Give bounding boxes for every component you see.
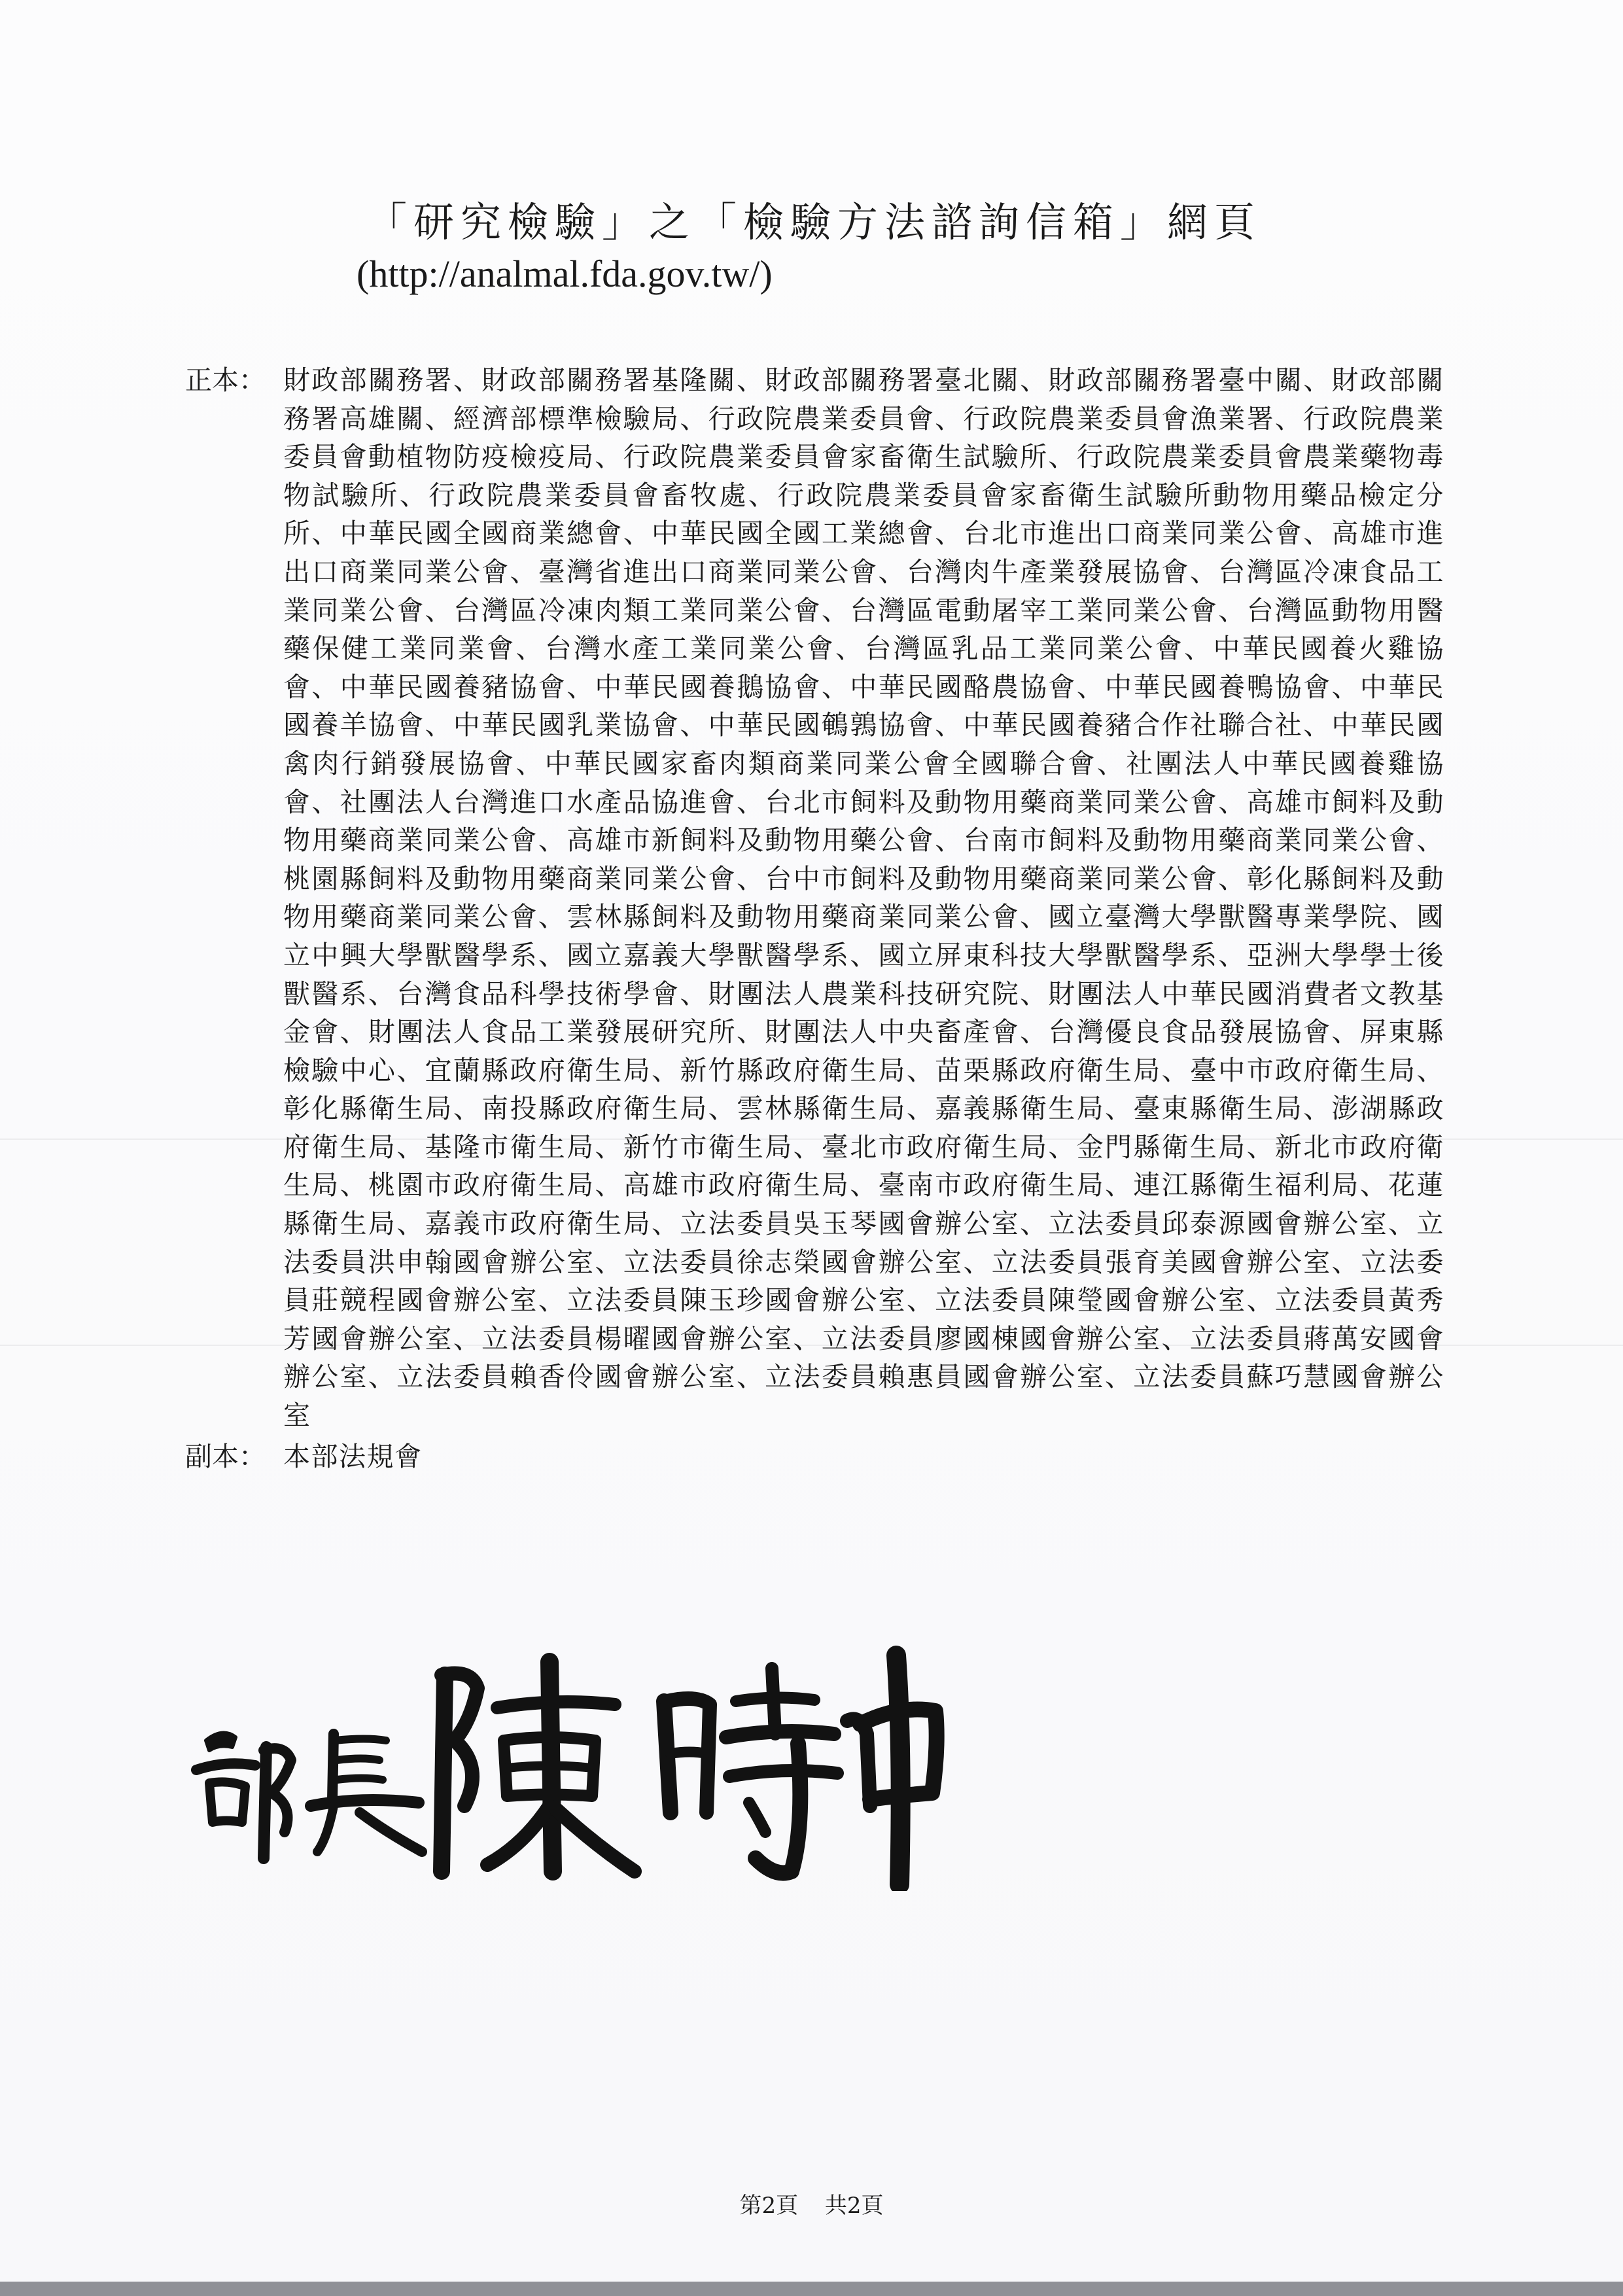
cc-recipients-label: 副本： — [185, 1440, 266, 1472]
document-heading-url: (http://analmal.fda.gov.tw/) — [357, 253, 773, 295]
minister-signature-seal — [186, 1642, 945, 1891]
document-heading-title: 「研究檢驗」之「檢驗方法諮詢信箱」網頁 — [366, 198, 1262, 246]
signature-image — [186, 1642, 945, 1891]
main-recipients-list: 財政部關務署、財政部關務署基隆關、財政部關務署臺北關、財政部關務署臺中關、財政部關務署高雄關、經濟部標準檢驗局、行政院農業委員會、行政院農業委員會漁業署、行政院農業委員會動植物防疫檢疫局、行政院農業委員會家畜衛生試驗所、行政院農業委員會農業藥物毒物試驗所、行政院農業委員會畜牧處、行政院農業委員會家畜衛生試驗所動物用藥品檢定分所、中華民國全國商業總會、中華民國全國工業總會、台北市進出口商業同業公會、高雄市進出口商業同業公會、臺灣省進出口商業同業公會、台灣肉牛產業發展協會、台灣區冷凍食品工業同業公會、台灣區冷凍肉類工業同業公會、台灣區電動屠宰工業同業公會、台灣區動物用醫藥保健工業同業會、台灣水產工業同業公會、台灣區乳品工業同業公會、中華民國養火雞協會、中華民國養豬協會、中華民國養鵝協會、中華民國酪農協會、中華民國養鴨協會、中華民國養羊協會、中華民國乳業協會、中華民國鵪鶉協會、中華民國養豬合作社聯合社、中華民國禽肉行銷發展協會、中華民國家畜肉類商業同業公會全國聯合會、社團法人中華民國養雞協會、社團法人台灣進口水產品協進會、台北市飼料及動物用藥商業同業公會、高雄市飼料及動物用藥商業同業公會、高雄市新飼料及動物用藥公會、台南市飼料及動物用藥商業同業公會、桃園縣飼料及動物用藥商業同業公會、台中市飼料及動物用藥商業同業公會、彰化縣飼料及動物用藥商業同業公會、雲林縣飼料及動物用藥商業同業公會、國立臺灣大學獸醫專業學院、國立中興大學獸醫學系、國立嘉義大學獸醫學系、國立屏東科技大學獸醫學系、亞洲大學學士後獸醫系、台灣食品科學技術學會、財團法人農業科技研究院、財團法人中華民國消費者文教基金會、財團法人食品工業發展研究所、財團法人中央畜產會、台灣優良食品發展協會、屏東縣檢驗中心、宜蘭縣政府衛生局、新竹縣政府衛生局、苗栗縣政府衛生局、臺中市政府衛生局、彰化縣衛生局、南投縣政府衛生局、雲林縣衛生局、嘉義縣衛生局、臺東縣衛生局、澎湖縣政府衛生局、基隆市衛生局、新竹市衛生局、臺北市政府衛生局、金門縣衛生局、新北市政府衛生局、桃園市政府衛生局、高雄市政府衛生局、臺南市政府衛生局、連江縣衛生福利局、花蓮縣衛生局、嘉義市政府衛生局、立法委員吳玉琴國會辦公室、立法委員邱泰源國會辦公室、立法委員洪申翰國會辦公室、立法委員徐志榮國會辦公室、立法委員張育美國會辦公室、立法委員莊競程國會辦公室、立法委員陳玉珍國會辦公室、立法委員陳瑩國會辦公室、立法委員黃秀芳國會辦公室、立法委員楊曜國會辦公室、立法委員廖國棟國會辦公室、立法委員蔣萬安國會辦公室、立法委員賴香伶國會辦公室、立法委員賴惠員國會辦公室、立法委員蘇巧慧國會辦公室 — [283, 364, 1444, 1432]
cc-recipients-list: 本部法規會 — [283, 1440, 423, 1472]
scan-bottom-edge — [0, 2282, 1623, 2296]
page-number-footer: 第2頁 共2頁 — [739, 2193, 884, 2219]
cc-recipients-row — [185, 1438, 1444, 1476]
main-recipients-label: 正本： — [185, 364, 266, 396]
recipients-section — [185, 361, 1444, 1475]
main-recipients-row — [185, 361, 1444, 1435]
